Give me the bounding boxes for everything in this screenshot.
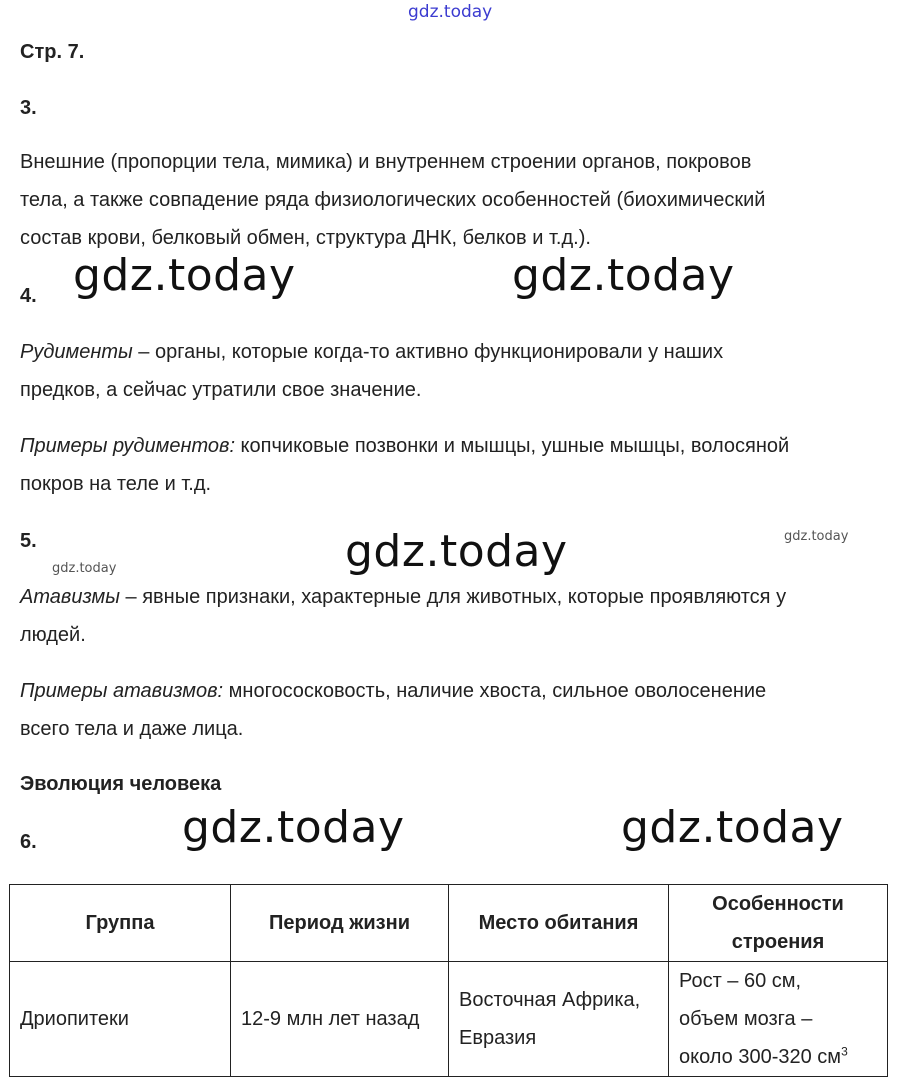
watermark: gdz.today [512, 250, 735, 301]
evolution-table [9, 884, 888, 1077]
examples-text: покров на теле и т.д. [20, 473, 212, 495]
term-atavisms: Атавизмы [20, 586, 120, 608]
atavisms-examples [20, 672, 880, 748]
features-line: объем мозга – [679, 1008, 813, 1030]
header-habitat: Место обитания [449, 885, 669, 962]
habitat-line: Евразия [459, 1027, 537, 1049]
habitat-line: Восточная Африка, [459, 989, 641, 1011]
answer-3-line: Внешние (пропорции тела, мимика) и внутреннем строении органов, покровов [20, 151, 752, 173]
answer-3-line: тела, а также совпадение ряда физиологических особенностей (биохимический [20, 189, 766, 211]
rudiments-examples [20, 427, 880, 503]
question-number-6: 6. [20, 831, 37, 853]
definition-text: – органы, которые когда-то активно функционировали у наших [132, 341, 724, 363]
cell-habitat [449, 962, 669, 1077]
features-line: Рост – 60 см, [679, 970, 802, 992]
header-group: Группа [10, 885, 231, 962]
watermark: gdz.today [621, 802, 844, 853]
term-rudiments: Рудименты [20, 341, 133, 363]
page-label: Стр. 7. [20, 41, 85, 63]
examples-text: всего тела и даже лица. [20, 718, 244, 740]
features-line: около 300-320 см [679, 1046, 842, 1068]
header-features: Особенности строения [669, 885, 888, 962]
section-title: Эволюция человека [20, 773, 222, 795]
watermark-top: gdz.today [408, 2, 493, 22]
watermark-small: gdz.today [52, 561, 117, 576]
rudiments-definition [20, 333, 880, 409]
term-atavism-examples: Примеры атавизмов: [20, 680, 224, 702]
header-period: Период жизни [231, 885, 449, 962]
term-rudiment-examples: Примеры рудиментов: [20, 435, 235, 457]
cell-group: Дриопитеки [10, 962, 231, 1077]
watermark-small: gdz.today [784, 529, 849, 544]
question-number-4: 4. [20, 285, 37, 307]
definition-text: людей. [20, 624, 86, 646]
atavisms-definition [20, 578, 880, 654]
watermark: gdz.today [345, 526, 568, 577]
answer-3-line: состав крови, белковый обмен, структура ДНК, белков и т.д.). [20, 227, 591, 249]
cell-features [669, 962, 888, 1077]
question-number-3: 3. [20, 97, 37, 119]
answer-3 [20, 143, 880, 257]
examples-text: многососковость, наличие хвоста, сильное оволосенение [223, 680, 767, 702]
question-number-5: 5. [20, 530, 37, 552]
watermark: gdz.today [73, 250, 296, 301]
table-header-row [10, 885, 888, 962]
watermark: gdz.today [182, 802, 405, 853]
definition-text: – явные признаки, характерные для животных, которые проявляются у [119, 586, 787, 608]
definition-text: предков, а сейчас утратили свое значение. [20, 379, 422, 401]
cell-period: 12-9 млн лет назад [231, 962, 449, 1077]
examples-text: копчиковые позвонки и мышцы, ушные мышцы, волосяной [235, 435, 790, 457]
table-row [10, 962, 888, 1077]
superscript-cubed: 3 [841, 1044, 848, 1059]
